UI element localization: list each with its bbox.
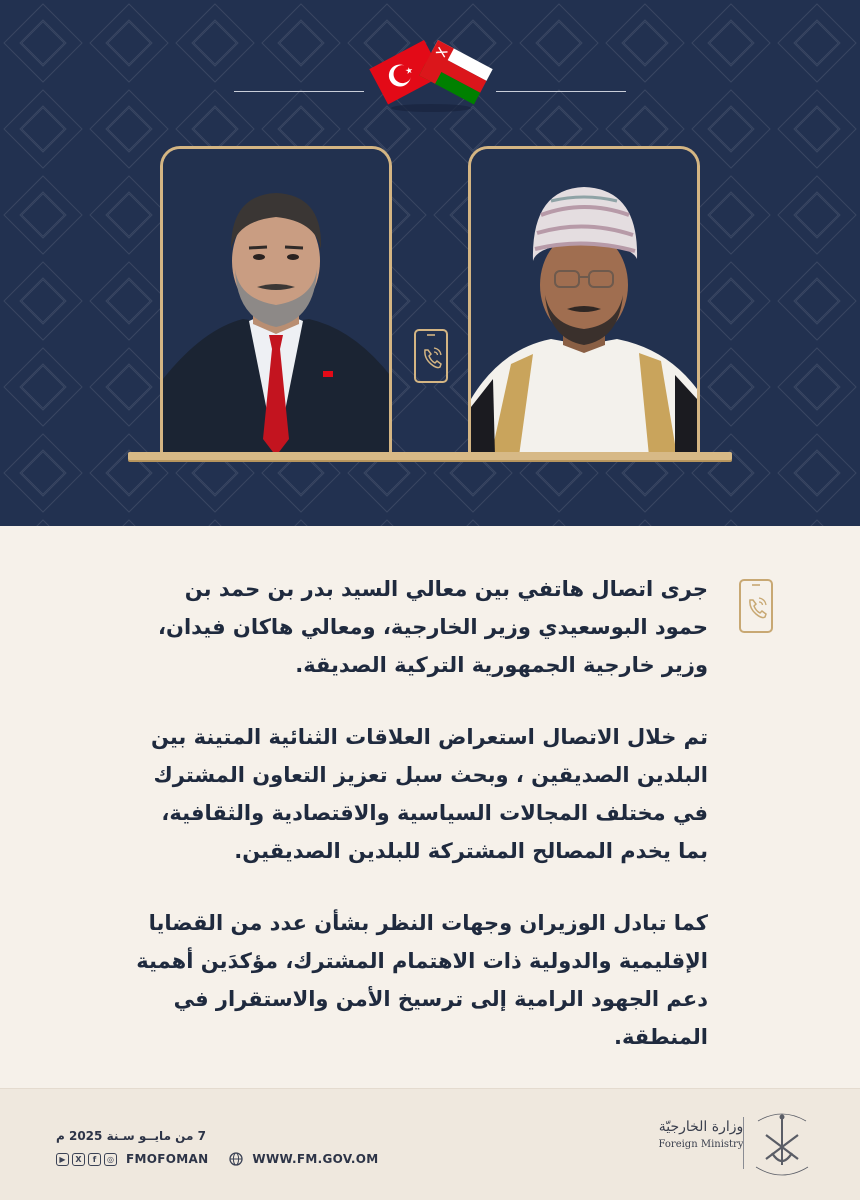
portrait-omani-minister <box>468 146 700 456</box>
ministry-name-english: Foreign Ministry <box>658 1139 744 1150</box>
decorative-line-left <box>234 91 364 92</box>
hero-panel <box>0 0 860 526</box>
social-links <box>56 1152 378 1166</box>
decorative-line-right <box>496 91 626 92</box>
facebook-icon[interactable]: f <box>88 1153 101 1166</box>
globe-icon <box>229 1152 243 1166</box>
phone-call-icon <box>413 328 449 384</box>
ministry-logo-text <box>656 1119 746 1150</box>
portrait-base-bar <box>128 452 732 460</box>
oman-flag-icon <box>419 40 493 104</box>
instagram-icon[interactable]: ◎ <box>104 1153 117 1166</box>
website-link[interactable]: WWW.FM.GOV.OM <box>252 1152 379 1166</box>
statement-body <box>0 526 860 1088</box>
youtube-icon[interactable]: ▶ <box>56 1153 69 1166</box>
x-icon[interactable]: X <box>72 1153 85 1166</box>
portrait-turkish-minister <box>160 146 392 456</box>
ministry-name-arabic: وزارة الخارجيّة <box>658 1119 744 1135</box>
oman-emblem-icon <box>748 1105 816 1185</box>
social-handle[interactable]: FMOFOMAN <box>126 1152 209 1166</box>
phone-call-icon <box>738 578 774 634</box>
logo-divider <box>743 1117 744 1169</box>
paragraph-call-announcement: جرى اتصال هاتفي بين معالي السيد بدر بن حمد بن حمود البوسعيدي وزير الخارجية، ومعالي هاكان فيدان، وزير خارجية الجمهورية التركية الصديقة. <box>158 577 708 677</box>
statement-text <box>128 570 708 1090</box>
paragraph-bilateral-relations: تم خلال الاتصال استعراض العلاقات الثنائية المتينة بين البلدين الصديقين ، وبحث سبل تعزيز التعاون المشترك في مختلف المجالات السياسية والاقتصادية والثقافية، بما يخدم المصالح المشتركة للبلدين الصديقين. <box>150 725 708 863</box>
crossed-flags <box>366 30 496 114</box>
footer <box>0 1088 860 1200</box>
paragraph-regional-issues: كما تبادل الوزيران وجهات النظر بشأن عدد من القضايا الإقليمية والدولية ذات الاهتمام المشترك، مؤكدَين أهمية دعم الجهود الرامية إلى ترسيخ الأمن والاستقرار في المنطقة. <box>136 911 708 1049</box>
publication-date: 7 من مايــو سـنة 2025 م <box>56 1129 206 1143</box>
